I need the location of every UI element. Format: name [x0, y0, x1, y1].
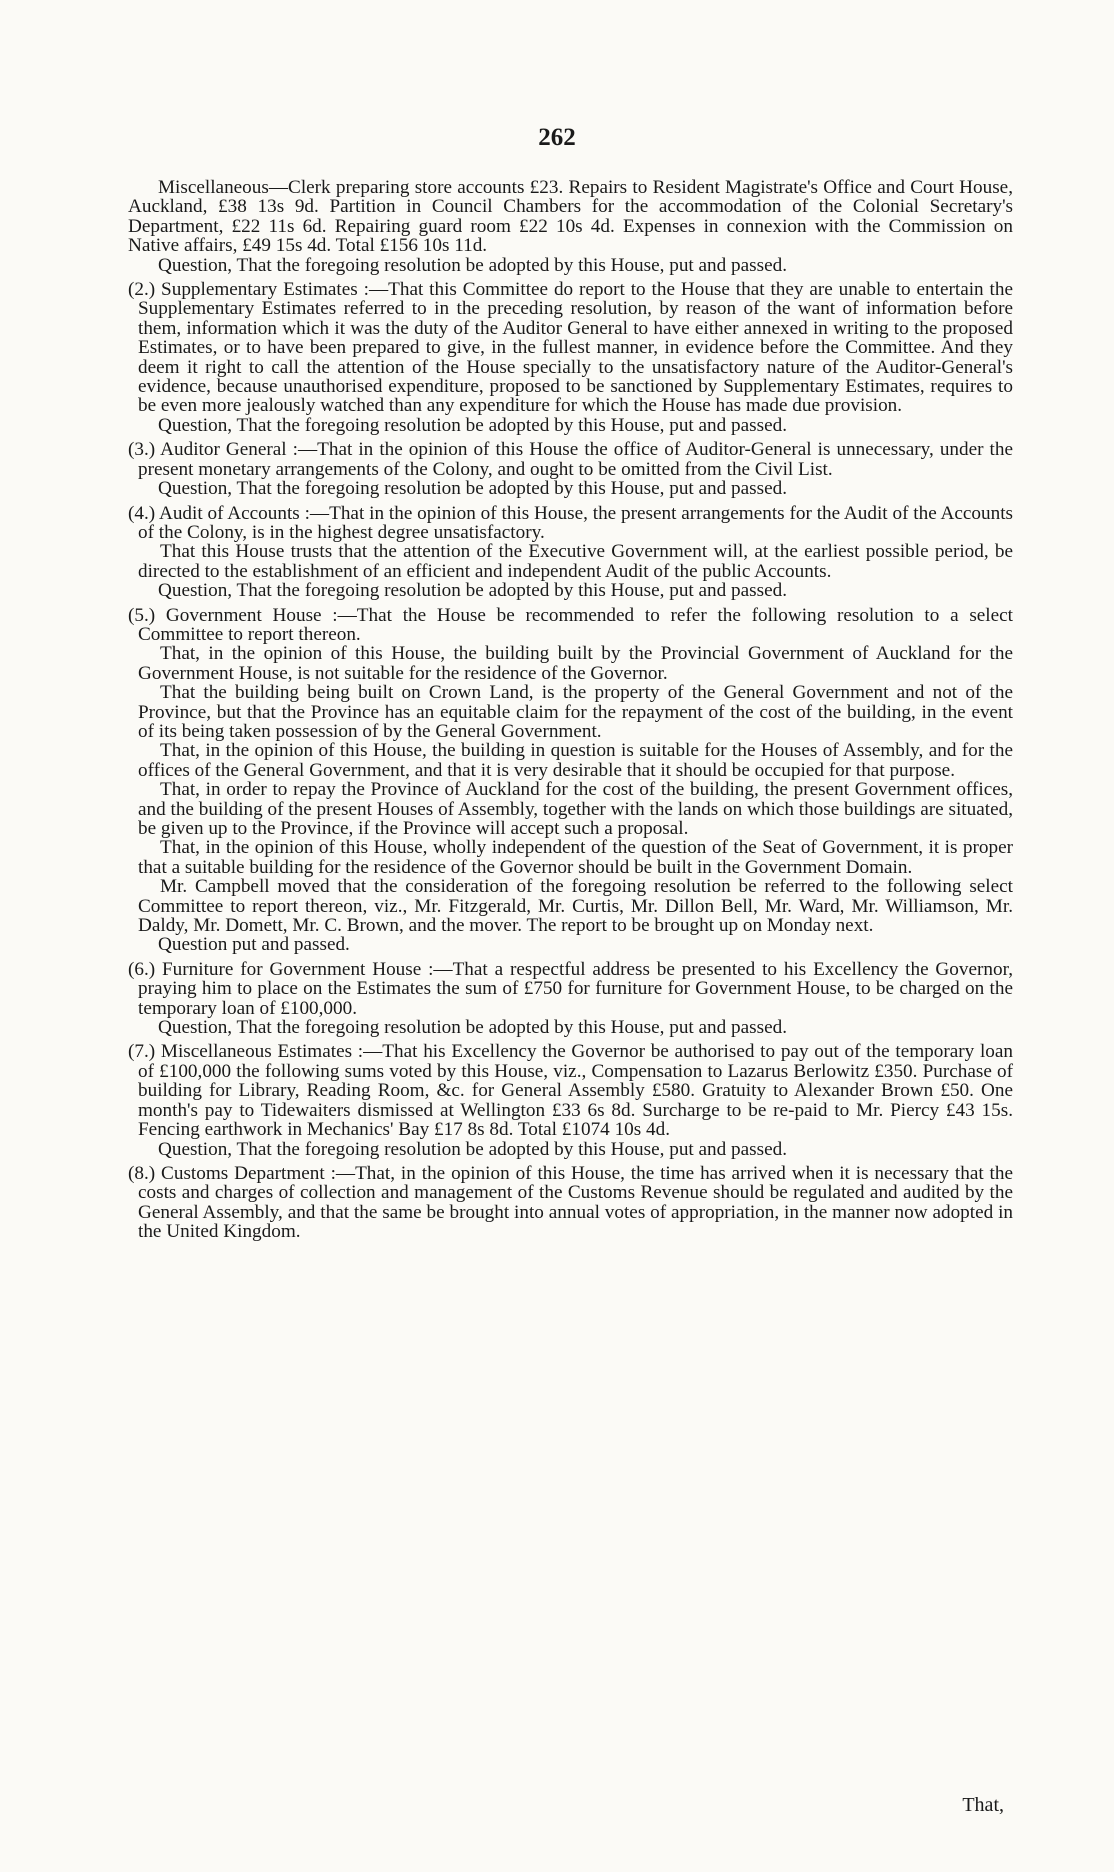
item-3-question: Question, That the foregoing resolution be adopted by this House, put and passed.: [158, 478, 787, 500]
item-6-text: (6.) Furniture for Government House :—That a respectful address be presented to his Excellency the Governor, praying him to place on the Estimates the sum of £750 for furniture for Government House, to be charged on the temporary loan of £100,000.: [128, 958, 1013, 1019]
catchword: That,: [962, 1794, 1004, 1816]
misc-question: Question, That the foregoing resolution be adopted by this House, put and passed.: [158, 254, 787, 276]
item-4-sub: That this House trusts that the attention of the Executive Government will, at the earliest possible period, be directed to the establishment of an efficient and independent Audit of the public Accounts.: [138, 541, 1013, 582]
item-5-sub-4: That, in order to repay the Province of Auckland for the cost of the building, the present Government offices, and the building of the present Houses of Assembly, together with the lands on which those buildings are situated, be given up to the Province, if the Province will accept such a proposal.: [138, 779, 1013, 839]
item-5-question: Question put and passed.: [158, 934, 350, 956]
item-7-text: (7.) Miscellaneous Estimates :—That his Excellency the Governor be authorised to pay out of the temporary loan of £100,000 the following sums voted by this House, viz., Compensation to Lazarus Berlowitz £350. Purchase of building for Library, Reading Room, &c. for General Assembly £580. Gratuity to Alexander Brown £50. One month's pay to Tidewaiters dismissed at Wellington £33 6s 8d. Surcharge to be re-paid to Mr. Piercy £43 15s. Fencing earthwork in Mechanics' Bay £17 8s 8d. Total £1074 10s 4d.: [128, 1041, 1013, 1141]
item-5-sub-1: That, in the opinion of this House, the building built by the Provincial Government of Auckland for the Government House, is not suitable for the residence of the Governor.: [138, 643, 1013, 684]
item-2-question: Question, That the foregoing resolution be adopted by this House, put and passed.: [158, 414, 787, 436]
page-number: 262: [538, 124, 576, 151]
item-7-question: Question, That the foregoing resolution be adopted by this House, put and passed.: [158, 1138, 787, 1160]
item-8-text: (8.) Customs Department :—That, in the opinion of this House, the time has arrived when it is necessary that the costs and charges of collection and management of the Customs Revenue should be regulated and audited by the General Assembly, and that the same be brought into annual votes of appropriation, in the manner now adopted in the United Kingdom.: [128, 1162, 1013, 1243]
item-5-sub-3: That, in the opinion of this House, the building in question is suitable for the Houses of Assembly, and for the offices of the General Government, and that it is very desirable that it should be occupied for that purpose.: [138, 740, 1013, 781]
misc-paragraph: Miscellaneous—Clerk preparing store accounts £23. Repairs to Resident Magistrate's Office and Court House, Auckland, £38 13s 9d. Partition in Council Chambers for the accommodation of the Colonial Secretary's Department, £22 11s 6d. Repairing guard room £22 10s 4d. Expenses in connexion with the Commission on Native affairs, £49 15s 4d. Total £156 10s 11d.: [128, 177, 1013, 257]
item-5-sub-6: Mr. Campbell moved that the consideration of the foregoing resolution be referred to the following select Committee to report thereon, viz., Mr. Fitzgerald, Mr. Curtis, Mr. Dillon Bell, Mr. Ward, Mr. Williamson, Mr. Daldy, Mr. Domett, Mr. C. Brown, and the mover. The report to be brought up on Monday next.: [138, 876, 1013, 937]
item-6-question: Question, That the foregoing resolution be adopted by this House, put and passed.: [158, 1017, 787, 1039]
page-body: [128, 178, 1013, 1242]
item-5-sub-2: That the building being built on Crown Land, is the property of the General Government and not of the Province, but that the Province has an equitable claim for the repayment of the cost of the building, in the event of its being taken possession of by the General Government.: [138, 682, 1013, 742]
item-5-text: (5.) Government House :—That the House be recommended to refer the following resolution to a select Committee to report thereon.: [128, 604, 1013, 645]
item-5-sub-5: That, in the opinion of this House, wholly independent of the question of the Seat of Government, it is proper that a suitable building for the residence of the Governor should be built in the Government Domain.: [138, 837, 1013, 878]
item-4-question: Question, That the foregoing resolution be adopted by this House, put and passed.: [158, 580, 787, 602]
item-3-text: (3.) Auditor General :—That in the opinion of this House the office of Auditor-General is unnecessary, under the present monetary arrangements of the Colony, and ought to be omitted from the Civil List.: [128, 439, 1013, 480]
item-4-text: (4.) Audit of Accounts :—That in the opinion of this House, the present arrangements for the Audit of the Accounts of the Colony, is in the highest degree unsatisfactory.: [128, 502, 1013, 543]
item-2-text: (2.) Supplementary Estimates :—That this Committee do report to the House that they are unable to entertain the Supplementary Estimates referred to in the preceding resolution, by reason of the want of information before them, information which it was the duty of the Auditor General to have either annexed in writing to the proposed Estimates, or to have been prepared to give, in the fullest manner, in evidence before the Committee. And they deem it right to call the attention of the House specially to the unsatisfactory nature of the Auditor-General's evidence, because unauthorised expenditure, proposed to be sanctioned by Supplementary Estimates, requires to be even more jealously watched than any expenditure for which the House has made due provision.: [128, 279, 1013, 417]
